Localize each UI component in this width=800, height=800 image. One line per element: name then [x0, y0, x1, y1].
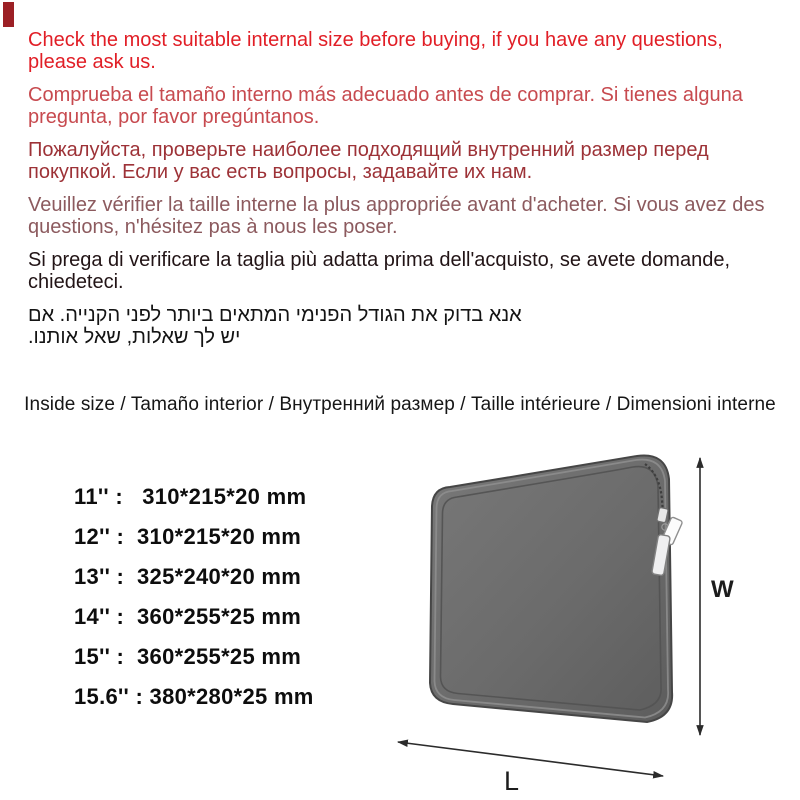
notice-line: please ask us. [28, 50, 156, 73]
notice-line: Comprueba el tamaño interno más adecuado antes de comprar. Si tienes alguna [28, 84, 743, 106]
notice-line: pregunta, por favor pregúntanos. [28, 105, 320, 128]
notice-line: אנא בדוק את הגודל הפנימי המתאים ביותר לפני הקנייה. אם [28, 304, 522, 326]
notice-line: Пожалуйста, проверьте наиболее подходящий внутренний размер перед [28, 139, 709, 161]
multilingual-notices [28, 30, 790, 360]
size-row: 12'' : 310*215*20 mm [74, 524, 302, 549]
notice-line: Check the most suitable internal size before buying, if you have any questions, [28, 29, 723, 51]
size-row: 11'' : 310*215*20 mm [74, 484, 307, 509]
width-label: W [711, 576, 734, 603]
zipper-slider [657, 507, 669, 523]
inside-size-heading: Inside size / Tamaño interior / Внутренний размер / Taille intérieure / Dimensioni interne [24, 394, 776, 415]
size-row: 15.6'' : 380*280*25 mm [74, 684, 314, 709]
notice-russian [28, 140, 790, 183]
notice-spanish [28, 85, 790, 128]
size-row: 14'' : 360*255*25 mm [74, 604, 302, 629]
length-arrow [398, 742, 663, 776]
notice-line: chiedeteci. [28, 270, 124, 293]
corner-mark [3, 2, 14, 27]
notice-line: покупкой. Если у вас есть вопросы, задавайте их нам. [28, 160, 533, 183]
sleeve-diagram [390, 440, 800, 800]
size-list [74, 477, 314, 717]
notice-hebrew [28, 305, 790, 348]
notice-english [28, 30, 790, 73]
notice-french [28, 195, 790, 238]
notice-line: יש לך שאלות, שאל אותנו. [28, 325, 241, 348]
notice-line: Si prega di verificare la taglia più adatta prima dell'acquisto, se avete domande, [28, 249, 731, 271]
size-row: 15'' : 360*255*25 mm [74, 644, 302, 669]
size-row: 13'' : 325*240*20 mm [74, 564, 302, 589]
notice-line: Veuillez vérifier la taille interne la plus appropriée avant d'acheter. Si vous avez des [28, 194, 765, 216]
notice-italian [28, 250, 790, 293]
notice-line: questions, n'hésitez pas à nous les poser. [28, 215, 398, 238]
length-label: L [504, 766, 520, 796]
